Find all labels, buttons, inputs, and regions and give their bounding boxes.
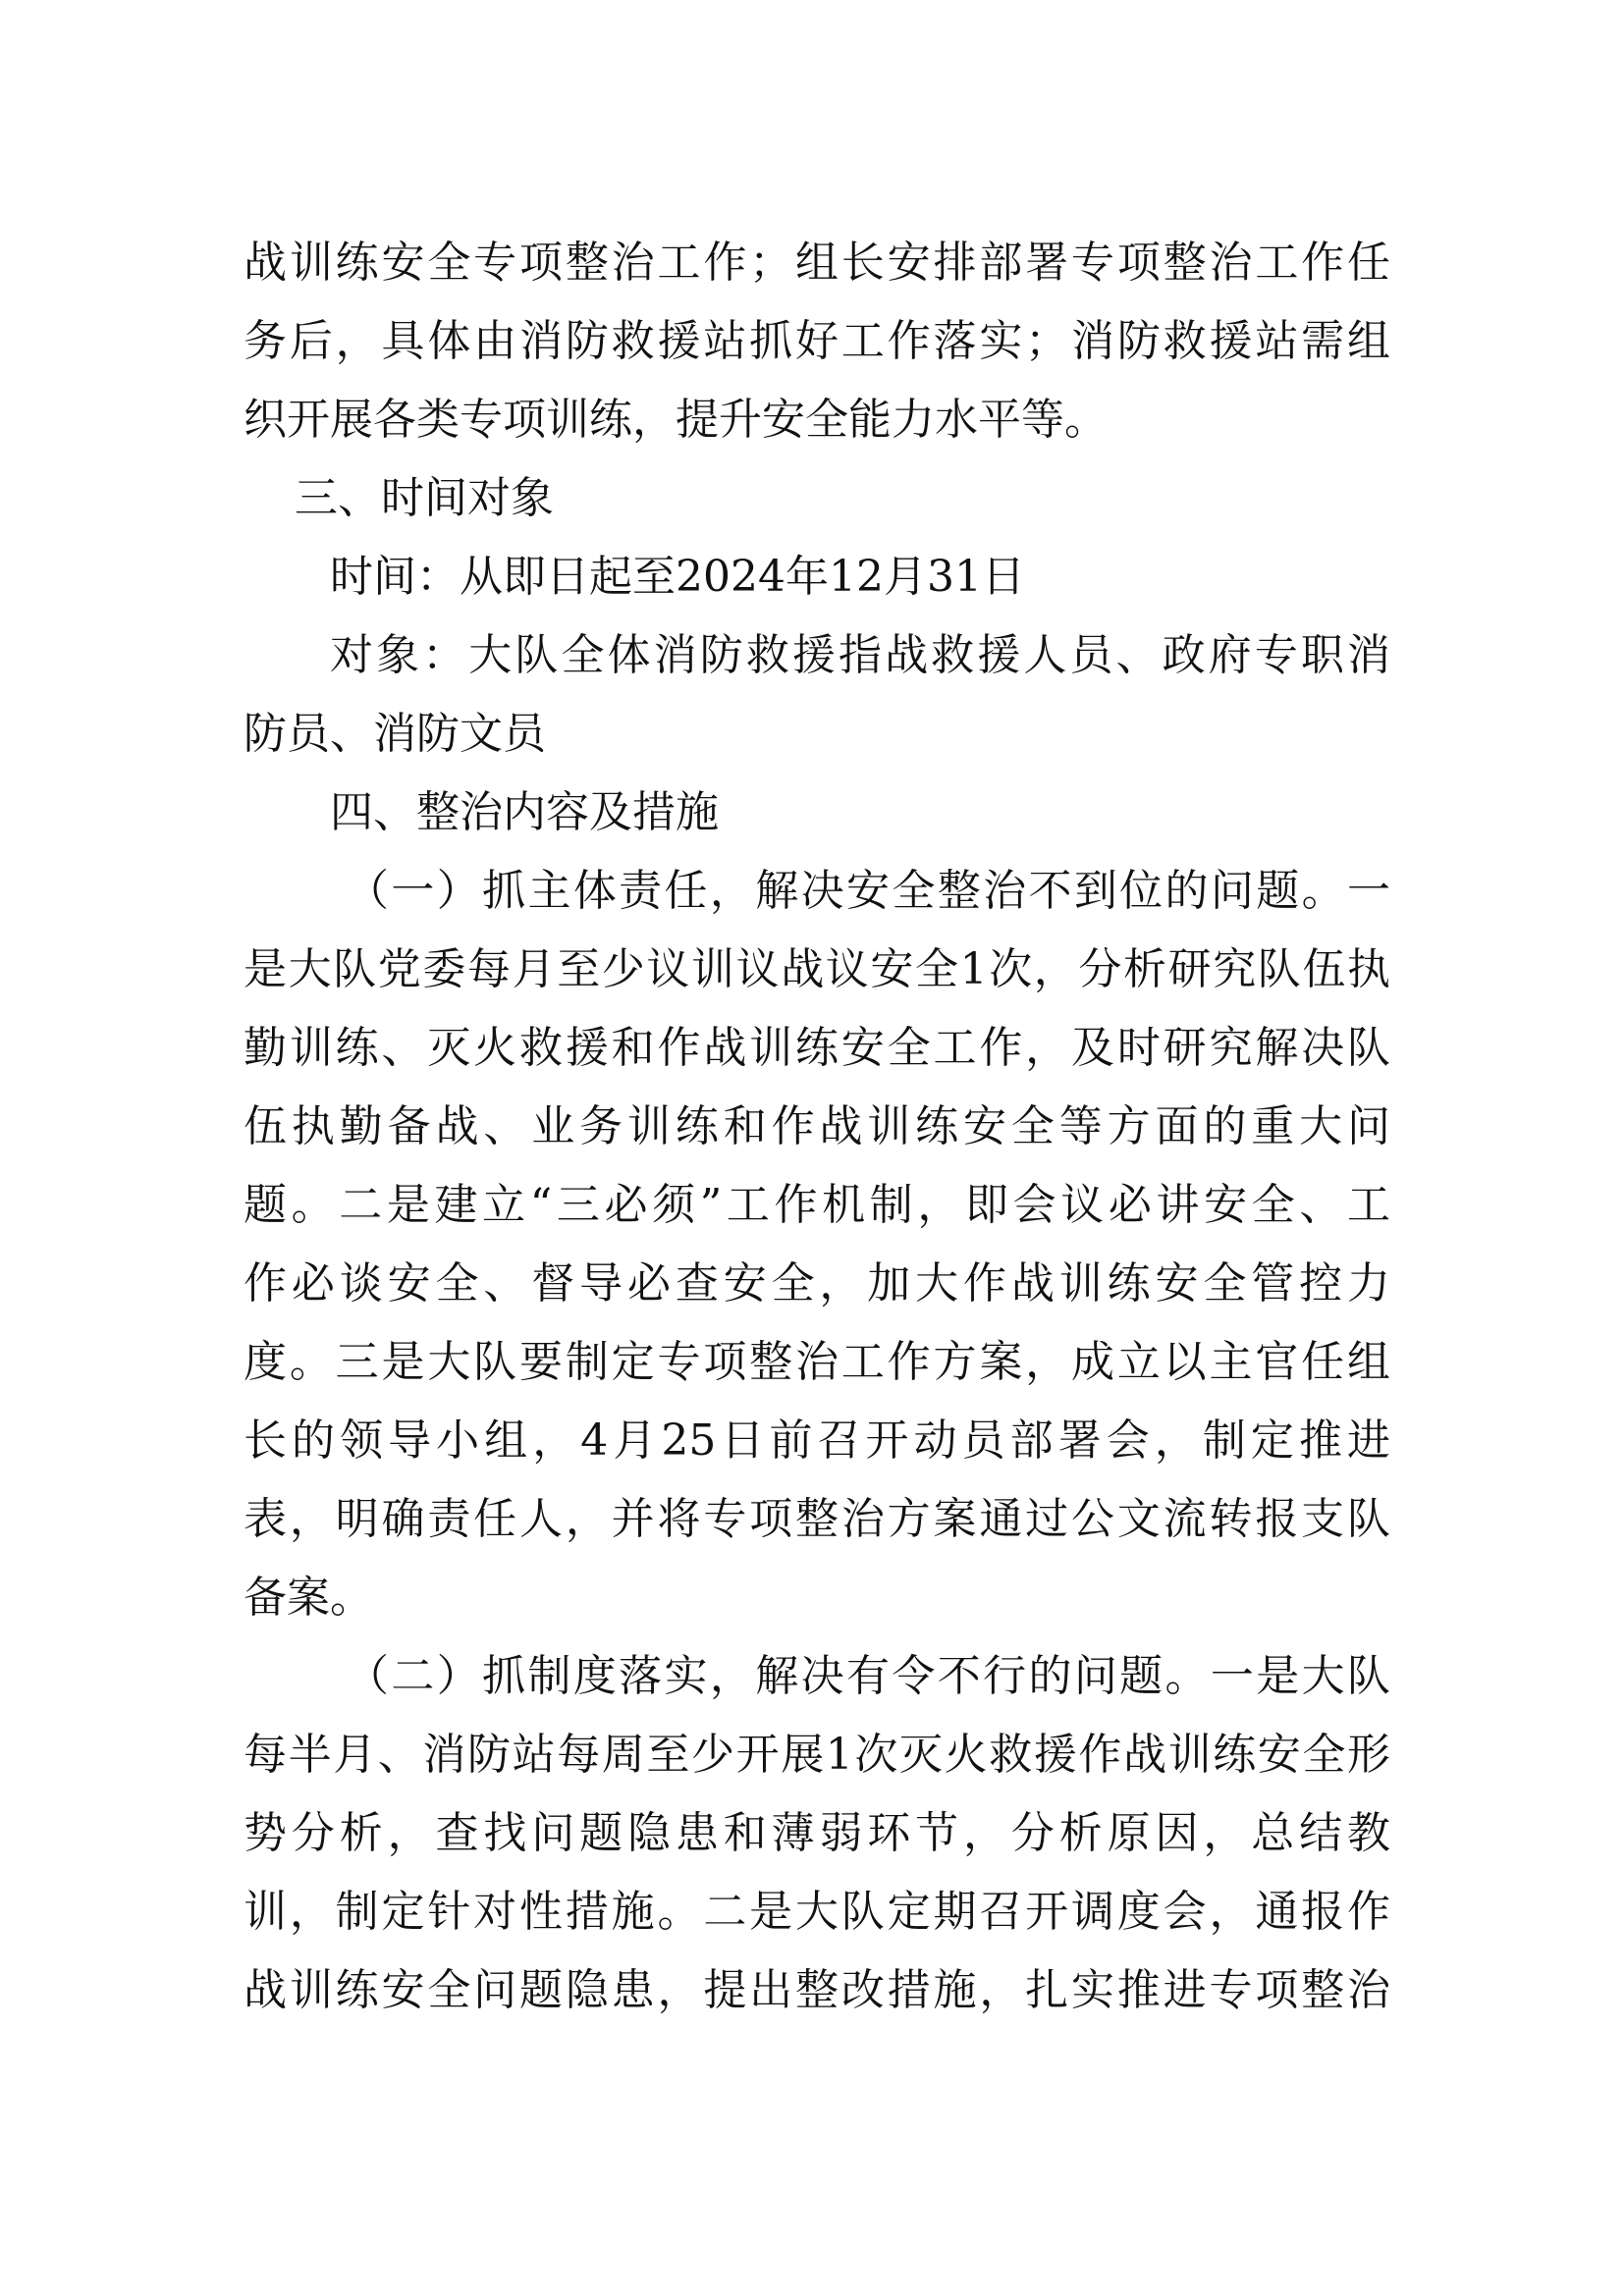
body-text-line: 备案。 <box>244 1573 373 1623</box>
target-line: 对象：大队全体消防救援指战救援人员、政府专职消 <box>330 630 1390 680</box>
body-text-line: 勤训练、灭火救援和作战训练安全工作，及时研究解决队 <box>244 1023 1390 1073</box>
section-heading: 四、整治内容及措施 <box>330 787 719 837</box>
body-text-line: 势分析，查找问题隐患和薄弱环节，分析原因，总结教 <box>244 1808 1390 1858</box>
subsection-heading-line: （一）抓主体责任，解决安全整治不到位的问题。一 <box>346 866 1390 916</box>
subsection-heading-line: （二）抓制度落实，解决有令不行的问题。一是大队 <box>346 1651 1390 1701</box>
body-text-line: 表，明确责任人，并将专项整治方案通过公文流转报支队 <box>244 1494 1390 1544</box>
body-text-line: 每半月、消防站每周至少开展1次灭火救援作战训练安全形 <box>244 1730 1390 1780</box>
body-text-line: 题。二是建立“三必须”工作机制，即会议必讲安全、工 <box>244 1180 1390 1230</box>
body-text-line: 伍执勤备战、业务训练和作战训练安全等方面的重大问 <box>244 1101 1390 1151</box>
body-text-line: 是大队党委每月至少议训议战议安全1次，分析研究队伍执 <box>244 944 1390 994</box>
body-text-line: 战训练安全问题隐患，提出整改措施，扎实推进专项整治 <box>244 1965 1390 2015</box>
body-text-line: 防员、消防文员 <box>244 709 546 759</box>
body-text-line: 战训练安全专项整治工作；组长安排部署专项整治工作任 <box>244 238 1390 288</box>
body-text-line: 务后，具体由消防救援站抓好工作落实；消防救援站需组 <box>244 316 1390 366</box>
time-line: 时间：从即日起至2024年12月31日 <box>330 552 1025 602</box>
body-text-line: 织开展各类专项训练，提升安全能力水平等。 <box>244 395 1108 445</box>
body-text-line: 训，制定针对性措施。二是大队定期召开调度会，通报作 <box>244 1887 1390 1937</box>
body-text-line: 度。三是大队要制定专项整治工作方案，成立以主官任组 <box>244 1337 1390 1387</box>
body-text-line: 作必谈安全、督导必查安全，加大作战训练安全管控力 <box>244 1258 1390 1308</box>
body-text-line: 长的领导小组，4月25日前召开动员部署会，制定推进 <box>244 1415 1390 1466</box>
section-heading: 三、时间对象 <box>295 473 554 523</box>
